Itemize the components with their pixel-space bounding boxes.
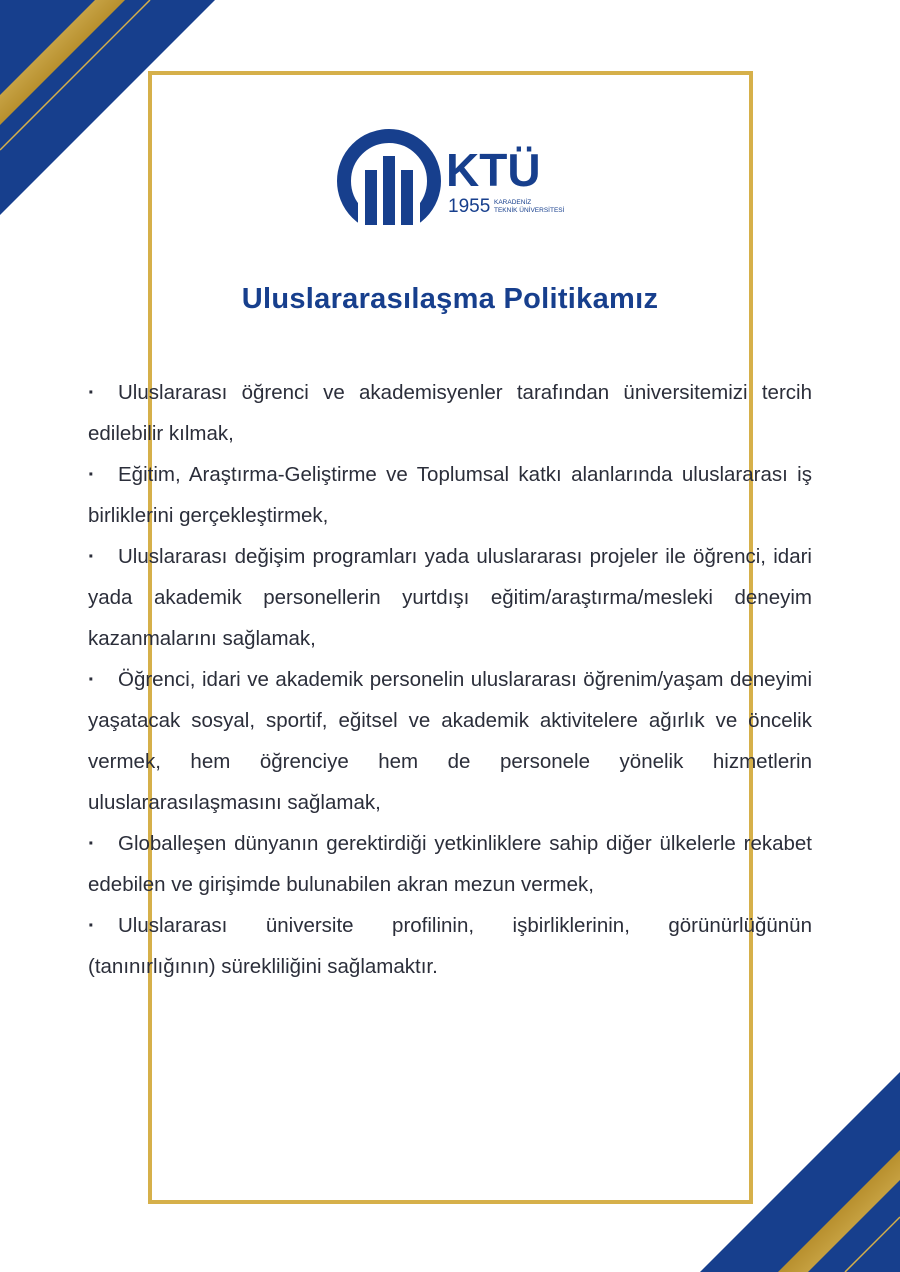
ktu-emblem-icon (344, 136, 434, 236)
ktu-logo (334, 126, 574, 236)
policy-item (88, 454, 812, 536)
policy-text: Eğitim, Araştırma-Geliştirme ve Toplumsal katkı alanlarında uluslararası iş birliklerini gerçekleştirmek, (88, 463, 812, 527)
page-title: Uluslararasılaşma Politikamız (241, 283, 659, 315)
policy-text: Uluslararası öğrenci ve akademisyenler tarafından üniversitemizi tercih edilebilir kılmak, (88, 381, 812, 445)
bullet-icon (88, 536, 118, 577)
bullet-icon (88, 372, 118, 413)
logo-name: KTÜ (446, 144, 541, 196)
bullet-icon (88, 823, 118, 864)
policy-item (88, 536, 812, 659)
logo-line-1: KARADENİZ (494, 199, 532, 206)
policy-text: Öğrenci, idari ve akademik personelin uluslararası öğrenim/yaşam deneyimi yaşatacak sosyal, sportif, eğitsel ve akademik aktivitelere ağırlık ve öncelik vermek, hem öğrenciye hem de personele yönelik hizmetlerin uluslararasılaşmasını sağlamak, (88, 668, 812, 814)
bullet-icon (88, 659, 118, 700)
policy-item (88, 372, 812, 454)
bullet-icon (88, 905, 118, 946)
policy-text: Uluslararası değişim programları yada uluslararası projeler ile öğrenci, idari yada akademik personellerin yurtdışı eğitim/araştırma/mesleki deneyim kazanmalarını sağlamak, (88, 545, 812, 650)
logo-line-2: TEKNİK ÜNİVERSİTESİ (494, 207, 565, 214)
policy-item (88, 905, 812, 987)
policy-text: Uluslararası üniversite profilinin, işbirliklerinin, görünürlüğünün (tanınırlığının) sürekliliğini sağlamaktır. (88, 914, 812, 978)
policy-item (88, 659, 812, 823)
logo-year: 1955 (448, 196, 491, 217)
policy-text: Globalleşen dünyanın gerektirdiği yetkinliklere sahip diğer ülkelerle rekabet edebilen ve girişimde bulunabilen akran mezun vermek, (88, 832, 812, 896)
bullet-icon (88, 454, 118, 495)
policy-item (88, 823, 812, 905)
policy-list (88, 372, 812, 987)
